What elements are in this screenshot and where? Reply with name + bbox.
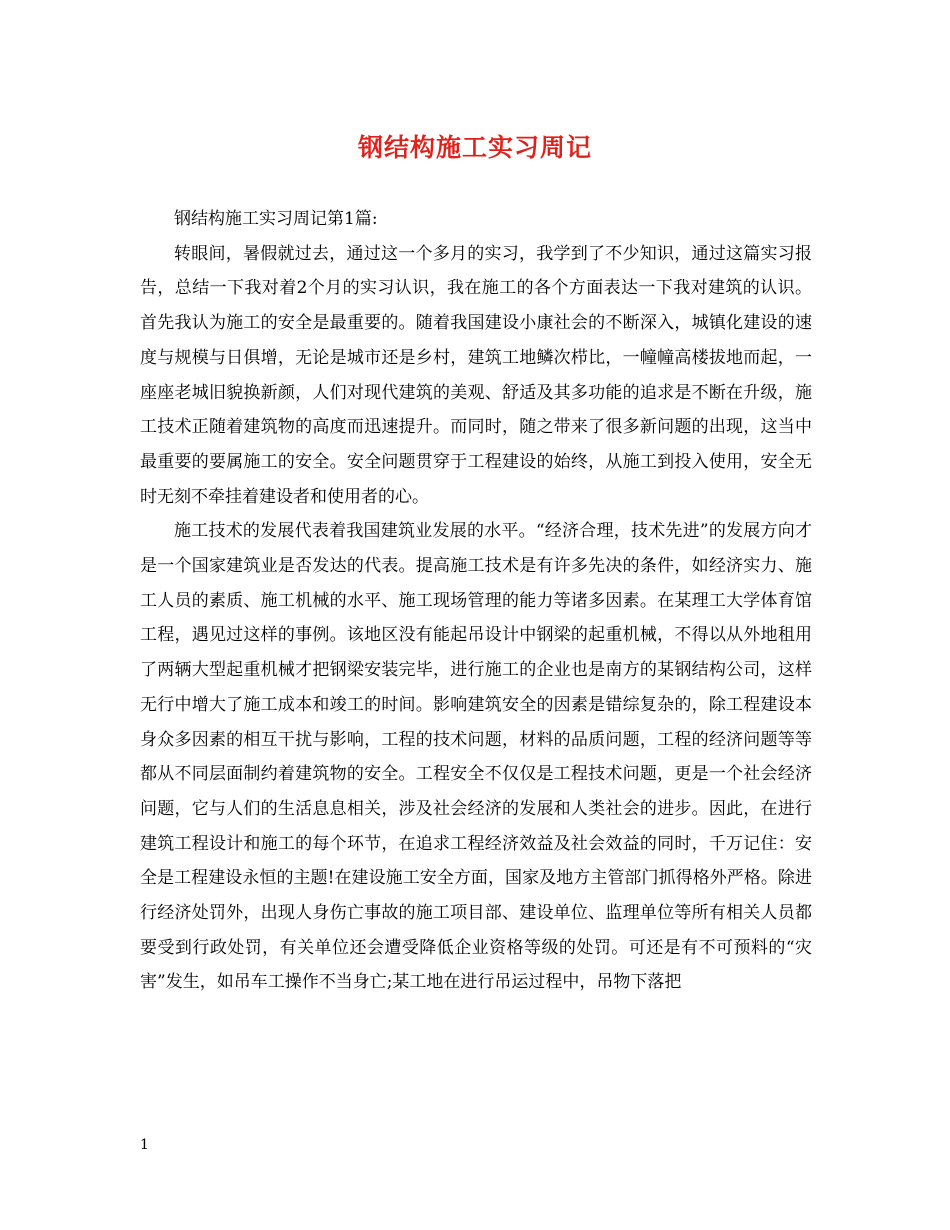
document-body [140,202,812,1000]
page-number: 1 [140,1137,149,1153]
section-heading: 钢结构施工实习周记第1篇: [174,209,378,229]
paragraph-2: 施工技术的发展代表着我国建筑业发展的水平。“经济合理，技术先进”的发展方向才是一个国家建筑业是否发达的代表。提高施工技术是有许多先决的条件，如经济实力、施工人员的素质、施工机械的水平、施工现场管理的能力等诸多因素。在某理工大学体育馆工程，遇见过这样的事例。该地区没有能起吊设计中钢梁的起重机械，不得以从外地租用了两辆大型起重机械才把钢梁安装完毕，进行施工的企业也是南方的某钢结构公司，这样无行中增大了施工成本和竣工的时间。影响建筑安全的因素是错综复杂的，除工程建设本身众多因素的相互干扰与影响，工程的技术问题，材料的品质问题，工程的经济问题等等都从不同层面制约着建筑物的安全。工程安全不仅仅是工程技术问题，更是一个社会经济问题，它与人们的生活息息相关，涉及社会经济的发展和人类社会的进步。因此，在进行建筑工程设计和施工的每个环节，在追求工程经济效益及社会效益的同时，千万记住：安全是工程建设永恒的主题!在建设施工安全方面，国家及地方主管部门抓得格外严格。除进行经济处罚外，出现人身伤亡事故的施工项目部、建设单位、监理单位等所有相关人员都要受到行政处罚，有关单位还会遭受降低企业资格等级的处罚。可还是有不可预料的“灾害”发生，如吊车工操作不当身亡;某工地在进行吊运过程中，吊物下落把 [140,521,812,993]
paragraph-1: 转眼间，暑假就过去，通过这一个多月的实习，我学到了不少知识，通过这篇实习报告，总结一下我对着2个月的实习认识，我在施工的各个方面表达一下我对建筑的认识。 首先我认为施工的安全是最重要的。随着我国建设小康社会的不断深入，城镇化建设的速度与规模与日俱增，无论是城市还是乡村，建筑工地鳞次栉比，一幢幢高楼拔地而起，一座座老城旧貌换新颜，人们对现代建筑的美观、舒适及其多功能的追求是不断在升级，施工技术正随着建筑物的高度而迅速提升。而同时，随之带来了很多新问题的出现，这当中最重要的要属施工的安全。安全问题贯穿于工程建设的始终，从施工到投入使用，安全无时无刻不牵挂着建设者和使用者的心。 [140,243,812,507]
document-title: 钢结构施工实习周记 [357,133,592,162]
